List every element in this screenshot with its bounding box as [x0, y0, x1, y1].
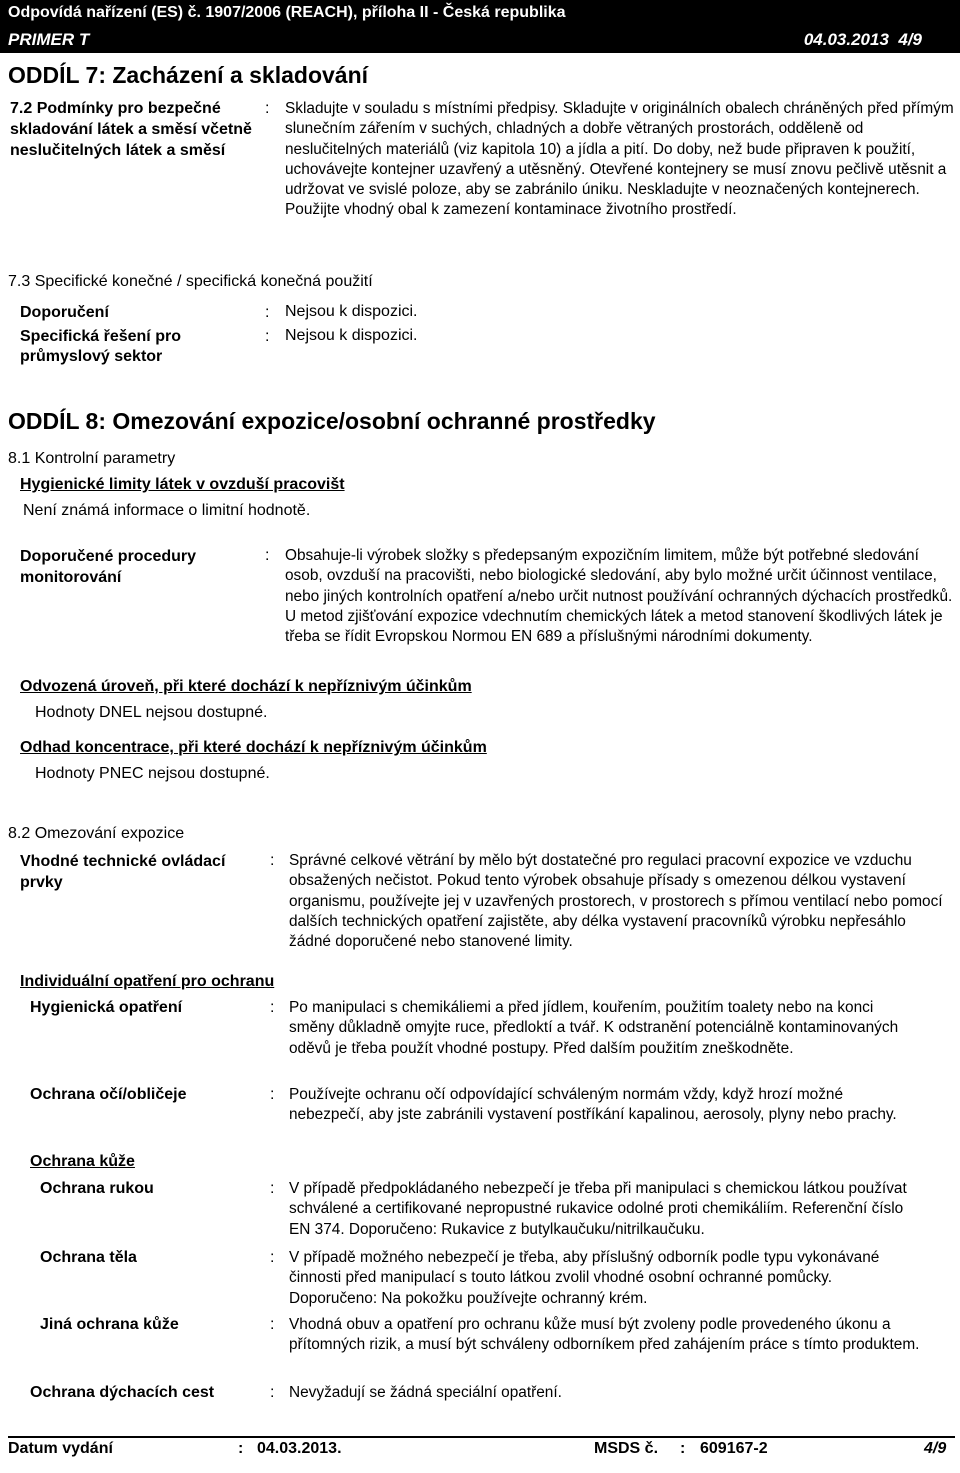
colon: :: [270, 1180, 275, 1197]
dnel-text: Hodnoty DNEL nejsou dostupné.: [35, 704, 268, 721]
section7-title: ODDÍL 7: Zacházení a skladování: [8, 62, 369, 88]
header-date: 04.03.2013: [803, 30, 889, 49]
s82-title: 8.2 Omezování expozice: [8, 825, 185, 842]
monitoring-label: Doporučené procedury monitorování: [20, 548, 197, 586]
hygiene-measures-text: Po manipulaci s chemikáliemi a před jídlem, kouřením, použitím toalety nebo na konci směny důkladně omyjte ruce, předloktí a tvář. K odstranění potenciálně kontaminovaných oděvů je třeba použít vhodné postupy. Před dalším použitím zneškodněte.: [289, 999, 899, 1057]
hygiene-limits-text: Není známá informace o limitní hodnotě.: [23, 502, 311, 519]
colon: :: [265, 100, 270, 117]
hand-protection-label: Ochrana rukou: [40, 1180, 154, 1197]
footer-page: 4/9: [924, 1440, 947, 1457]
regulation-text: Odpovídá nařízení (ES) č. 1907/2006 (REACH), příloha II - Česká republika: [8, 4, 566, 21]
footer-colon: :: [680, 1440, 686, 1457]
colon: :: [270, 1249, 275, 1266]
footer-colon: :: [238, 1440, 244, 1457]
footer-issue-label: Datum vydání: [8, 1440, 113, 1457]
eye-protection-label: Ochrana očí/obličeje: [30, 1086, 187, 1103]
monitoring-text: Obsahuje-li výrobek složky s předepsaným expozičním limitem, může být potřebné sledování osob, ovzduší na pracovišti, nebo biologické sledování, aby bylo možné určit účinnost ventilace, nebo jiných kontrolních opatření a/nebo určit nutnost používání ochranných dýchacích prostředků. U metod zjišťování expozice vdechnutím chemických látek a metod stanovení škodlivých látek je třeba se řídit Evropskou Normou EN 689 a příslušnými národními dokumenty.: [285, 547, 953, 646]
dnel-title: Odvozená úroveň, při které dochází k nepříznivým účinkům: [20, 678, 472, 695]
skin-protection-title: Ochrana kůže: [30, 1153, 135, 1170]
other-skin-label: Jiná ochrana kůže: [40, 1316, 179, 1333]
regulation-header: [0, 0, 960, 26]
footer-msds-number: 609167-2: [700, 1440, 768, 1457]
engineering-label: Vhodné technické ovládací prvky: [20, 853, 226, 891]
colon: :: [270, 1316, 275, 1333]
hygiene-limits-title: Hygienické limity látek v ovzduší pracovišt: [20, 476, 345, 493]
colon: :: [270, 1384, 275, 1401]
engineering-text: Správné celkové větrání by mělo být dostatečné pro regulaci pracovní expozice ve vzduchu obsažených nečistot. Pokud tento výrobek obsahuje přísady s omezenou délkou vystavení organismu, používejte jej v uzavřených prostorech, v prostorech s přímou ventilací nebo pomocí dalších technických opatření zajistěte, aby délka vystavení pracovníků výrobku nepřesáhlo žádné doporučené nebo stanovené limity.: [289, 852, 943, 951]
other-skin-text: Vhodná obuv a opatření pro ochranu kůže musí být zvoleny podle provedeného úkonu a přítomných rizik, a musí být schváleny odborníkem před zahájením práce s tímto produktem.: [289, 1316, 920, 1354]
footer-issue-date: 04.03.2013.: [257, 1440, 342, 1457]
colon: :: [265, 328, 270, 345]
colon: :: [270, 1086, 275, 1103]
colon: :: [270, 852, 275, 869]
header-page: 4/9: [898, 30, 922, 49]
industry-label: Specifická řešení pro průmyslový sektor: [20, 328, 181, 365]
s81-title: 8.1 Kontrolní parametry: [8, 450, 176, 467]
footer-msds-label: MSDS č.: [594, 1440, 659, 1457]
pnec-title: Odhad koncentrace, při které dochází k nepříznivým účinkům: [20, 739, 487, 756]
s72-text: Skladujte v souladu s místními předpisy. Skladujte v originálních obalech chráněných před přímým slunečním zářením v suchých, chladných a dobře větraných prostorách, odděleně od neslučitelných materiálů (viz kapitola 10) a jídla a pití. Do doby, než bude připraven k použití, uchovávejte kontejner uzavřený a utěsněný. Otevřené kontejnery se musí znovu pečlivě utěsnit a udržovat ve svislé poloze, aby se zabránilo úniku. Neskladujte v neoznačených kontejnerech. Použijte vhodný obal k zamezení kontaminace životního prostředí.: [285, 100, 954, 219]
product-name: PRIMER T: [8, 30, 90, 49]
product-header: [0, 26, 960, 53]
colon: :: [270, 999, 275, 1016]
hygiene-measures-label: Hygienická opatření: [30, 999, 183, 1016]
industry-value: Nejsou k dispozici.: [285, 327, 418, 344]
hand-protection-text: V případě předpokládaného nebezpečí je třeba při manipulaci s chemickou látkou používat schválené a certifikované nepropustné rukavice odolné proti chemikáliím. Referenční číslo EN 374. Doporučeno: Rukavice z butylkaučuku/nitrilkaučuku.: [289, 1180, 907, 1238]
colon: :: [265, 547, 270, 564]
section8-title: ODDÍL 8: Omezování expozice/osobní ochranné prostředky: [8, 408, 656, 434]
respiratory-text: Nevyžadují se žádná speciální opatření.: [289, 1384, 562, 1401]
respiratory-label: Ochrana dýchacích cest: [30, 1384, 215, 1401]
individual-title: Individuální opatření pro ochranu: [20, 973, 275, 990]
header-date-page: [804, 26, 922, 53]
s73-title: 7.3 Specifické konečné / specifická konečná použití: [8, 273, 373, 290]
footer-divider: [8, 1436, 955, 1438]
eye-protection-text: Používejte ochranu očí odpovídající schváleným normám vždy, když hrozí možné nebezpečí, aby jste zabránili vystavení postříkání kapalinou, aerosoly, plyny nebo prachy.: [289, 1086, 897, 1124]
s72-label: 7.2 Podmínky pro bezpečné skladování látek a směsí včetně neslučitelných látek a směsí: [10, 100, 252, 159]
body-protection-text: V případě možného nebezpečí je třeba, aby příslušný odborník podle typu vykonávané činnosti před manipulací s touto látkou zvolil vhodné osobní ochranné pomůcky. Doporučeno: Na pokožku používejte ochranný krém.: [289, 1249, 880, 1307]
pnec-text: Hodnoty PNEC nejsou dostupné.: [35, 765, 270, 782]
body-protection-label: Ochrana těla: [40, 1249, 137, 1266]
recommend-value: Nejsou k dispozici.: [285, 303, 418, 320]
recommend-label: Doporučení: [20, 304, 109, 321]
colon: :: [265, 304, 270, 321]
